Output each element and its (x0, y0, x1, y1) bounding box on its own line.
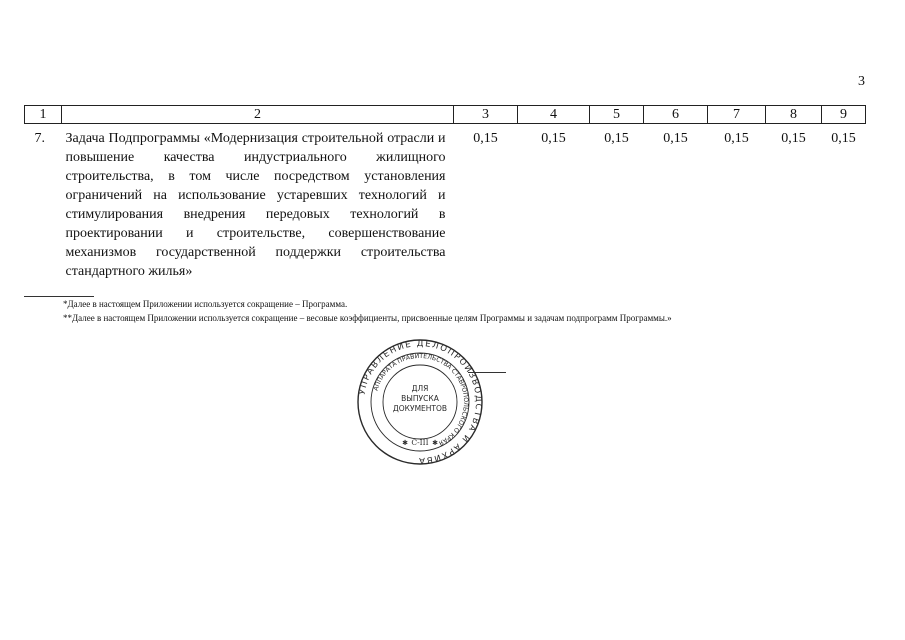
table-header-cell: 6 (644, 106, 708, 124)
table-header-cell: 7 (708, 106, 766, 124)
stamp-inner-text: АППАРАТА ПРАВИТЕЛЬСТВА СТАВРОПОЛЬСКОГО КРАЯ (372, 352, 470, 447)
table-header-cell: 1 (25, 106, 62, 124)
stamp-center-line-2: ВЫПУСКА (401, 394, 439, 403)
footnote-2: **Далее в настоящем Приложении используется сокращение – весовые коэффициенты, присвоенные целям Программы и задачам подпрограмм Программы.» (63, 313, 672, 323)
table-header-row (25, 106, 866, 124)
official-stamp (355, 337, 485, 467)
row-number: 7. (34, 131, 45, 146)
weights-table (24, 105, 866, 281)
weight-value: 0,15 (473, 131, 498, 146)
stamp-star-icon: ✱ (432, 439, 438, 447)
table-header-cell: 3 (454, 106, 518, 124)
stamp-center-line-1: ДЛЯ (411, 384, 429, 393)
weight-value: 0,15 (831, 131, 856, 146)
weight-value: 0,15 (663, 131, 688, 146)
table-row (25, 124, 866, 282)
table-header-cell: 8 (766, 106, 822, 124)
footnote-divider (24, 296, 94, 297)
table-header-cell: 9 (822, 106, 866, 124)
stamp-star-icon: ✱ (402, 439, 408, 447)
table-header-cell: 5 (590, 106, 644, 124)
footnote-1: *Далее в настоящем Приложении используется сокращение – Программа. (63, 299, 348, 309)
table-header-cell: 4 (518, 106, 590, 124)
weight-value: 0,15 (604, 131, 629, 146)
stamp-code: С-III (411, 438, 429, 447)
weight-value: 0,15 (541, 131, 566, 146)
stamp-center-line-3: ДОКУМЕНТОВ (392, 404, 448, 413)
weight-value: 0,15 (781, 131, 806, 146)
task-description: Задача Подпрограммы «Модернизация строительной отрасли и повышение качества индустриального жилищного строительства, в том числе посредством установления ограничений на использование устаревших технологий и стимулирования внедрения передовых технологий в проектировании и строительстве, совершенствование механизмов государственной поддержки строительства стандартного жилья» (65, 131, 446, 279)
page-number: 3 (858, 74, 865, 89)
stamp-outer-text: УПРАВЛЕНИЕ ДЕЛОПРОИЗВОДСТВА И АРХИВА (357, 338, 484, 466)
table-header-cell: 2 (62, 106, 454, 124)
weight-value: 0,15 (724, 131, 749, 146)
